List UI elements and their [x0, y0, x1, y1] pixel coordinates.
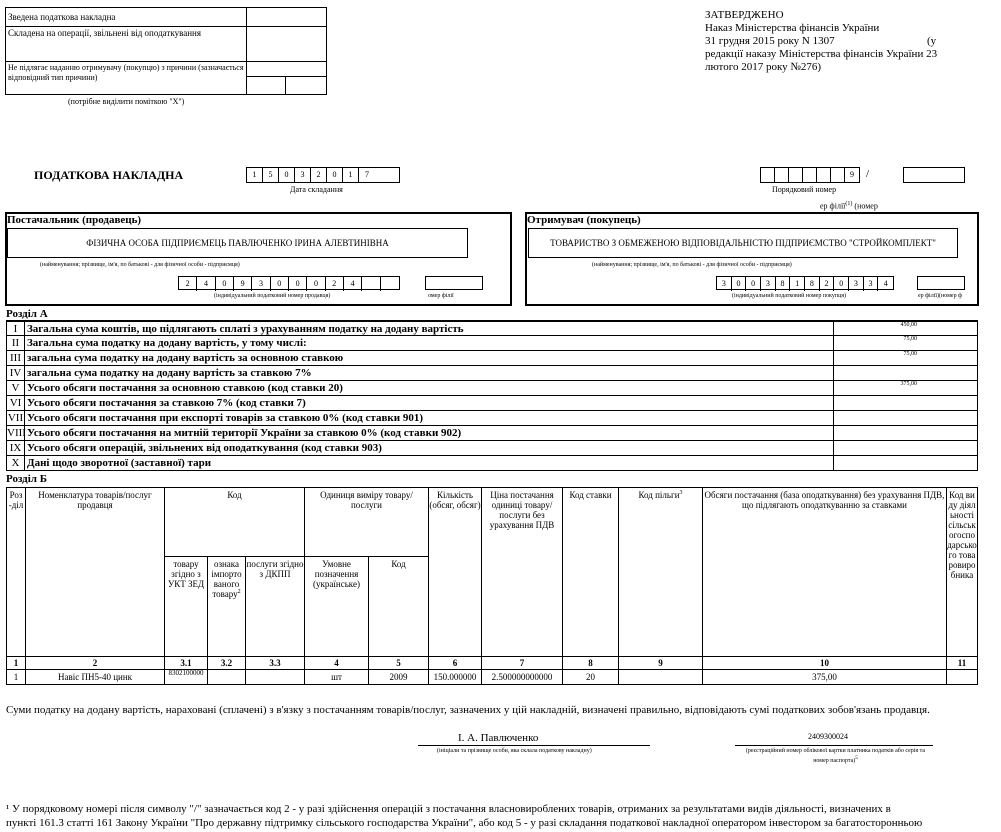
row-value-cell[interactable]	[833, 381, 977, 395]
taxid-caption: (реєстраційний номер облікової картки платника податків або серія та номер паспорта)$^5$	[745, 748, 926, 764]
taxid-value: 2409300024	[808, 732, 848, 741]
date-digit: 1	[247, 168, 263, 182]
date-digit: 0	[327, 168, 343, 182]
buyer-ipn-digit: 4	[883, 279, 888, 288]
approval-edition: редакції наказу Міністерства фінансів України 23	[705, 48, 938, 60]
mark-x-note: (потрібне виділити поміткою "Х")	[68, 97, 185, 106]
col-number: 2	[25, 656, 165, 670]
order-digit	[789, 168, 803, 182]
row-value-cell[interactable]	[833, 396, 977, 410]
order-slash: /	[866, 168, 870, 180]
item-price[interactable]: 2.500000000000	[481, 669, 563, 685]
date-digit: 2	[311, 168, 327, 182]
item-unit[interactable]: шт	[304, 669, 369, 685]
row-value-cell[interactable]	[833, 411, 977, 425]
col-header-unit-code: Код	[368, 556, 429, 657]
buyer-ipn-digit: 1	[790, 277, 805, 291]
buyer-ipn-digit: 8	[805, 277, 820, 291]
col-header-qty: Кількість (обсяг, обсяг)	[428, 487, 482, 657]
col-header-kind: Код виду діяльності сільськогосподарського товаровиробника	[946, 487, 978, 657]
row-value-cell[interactable]	[833, 322, 977, 336]
seller-ipn-digit: 0	[271, 277, 289, 291]
seller-ipn-digit: 4	[344, 277, 362, 291]
buyer-name-field[interactable]: ТОВАРИСТВО З ОБМЕЖЕНОЮ ВІДПОВІДАЛЬНІСТЮ ПІДПРИЄМСТВО "СТРОЙКОМПЛЕКТ"	[528, 228, 958, 258]
item-rate[interactable]: 20	[562, 669, 619, 685]
row-value-cell[interactable]	[833, 441, 977, 455]
buyer-ipn-digit: 3	[849, 277, 864, 291]
col-header-benefit: Код пільги$^3$	[618, 487, 703, 657]
order-number-label: Порядковий номер	[772, 185, 837, 194]
col-number: 7	[481, 656, 563, 670]
col-number: 3.3	[245, 656, 305, 670]
row-value-cell[interactable]	[833, 426, 977, 440]
signer-caption: (ініціали та прізвище особи, яка склала податкову накладну)	[437, 748, 592, 754]
seller-ipn-field[interactable]	[178, 276, 400, 290]
item-amount[interactable]: 375,00	[702, 669, 947, 685]
row-label: Загальна сума податку на додану вартість, у тому числі:	[27, 337, 307, 349]
row-value-cell[interactable]	[833, 456, 977, 470]
seller-name-caption: (найменування; прізвище, ім'я, по батькові - для фізичної особи - підприємця)	[40, 262, 240, 268]
document-title: ПОДАТКОВА НАКЛАДНА	[34, 168, 184, 182]
row-label: Усього обсяги постачання за ставкою 7% (код ставки 7)	[27, 397, 306, 409]
consolidated-invoice-label: Зведена податкова накладна	[5, 7, 247, 27]
item-number: 1	[6, 669, 26, 685]
seller-branch-field[interactable]	[425, 276, 483, 290]
approval-order: Наказ Міністерства фінансів України	[705, 22, 880, 34]
row-number: VII	[7, 412, 24, 424]
section-a-row	[6, 441, 978, 456]
seller-ipn-digit: 9	[234, 277, 252, 291]
seller-ipn-digit: 0	[307, 277, 325, 291]
seller-title: Постачальник (продавець)	[7, 214, 142, 226]
row-label: Усього обсяги постачання на митній території України за ставкою 0% (код ставки 902)	[27, 427, 462, 439]
reason-type-box-1[interactable]	[246, 76, 286, 95]
exempt-operations-checkbox[interactable]	[246, 26, 327, 62]
date-digit: 0	[279, 168, 295, 182]
col-number: 11	[946, 656, 978, 670]
item-qty[interactable]: 150.000000	[428, 669, 482, 685]
buyer-ipn-digit: 0	[746, 277, 761, 291]
date-digit: 7	[365, 170, 369, 179]
row-value: 75,00	[903, 336, 917, 342]
buyer-ipn-digit: 0	[834, 277, 849, 291]
seller-ipn-caption: (індивідуальний податковий номер продавця)	[214, 293, 331, 299]
approval-block	[705, 9, 965, 74]
footnote-line-2: пункті 161.3 статті 161 Закону України "Про державну підтримку сільського господарства України", або код 5 - у разі складання податкової накладної оператором інвестором за багатосторонньою	[6, 817, 923, 829]
seller-ipn-digit: 2	[326, 277, 344, 291]
date-digit: 5	[263, 168, 279, 182]
section-a-row	[6, 351, 978, 366]
order-digit: 9	[850, 170, 854, 179]
buyer-ipn-caption: (індивідуальний податковий номер покупця)	[732, 293, 847, 299]
col-number: 6	[428, 656, 482, 670]
order-digit	[803, 168, 817, 182]
row-number: II	[7, 336, 25, 350]
approval-edition-date: лютого 2017 року №276)	[705, 61, 822, 73]
section-a-row	[6, 336, 978, 351]
col-number: 5	[368, 656, 429, 670]
seller-name-field[interactable]: ФІЗИЧНА ОСОБА ПІДПРИЄМЕЦЬ ПАВЛЮЧЕНКО ІРИНА АЛЕВТИНІВНА	[7, 228, 468, 258]
row-number: X	[7, 456, 25, 470]
buyer-block	[525, 212, 979, 306]
exempt-operations-label: Складена на операції, звільнені від оподаткування	[5, 26, 247, 62]
branch-number-label: ер філії$^{(1)}$ (номер	[820, 201, 878, 211]
buyer-ipn-digit: 3	[864, 277, 879, 291]
row-number: IX	[7, 441, 25, 455]
row-value: 450,00	[900, 322, 917, 328]
row-number: I	[7, 322, 25, 336]
col-header-nomenclature: Номенклатура товарів/послуг продавця	[25, 487, 165, 657]
order-digit	[775, 168, 789, 182]
row-value-cell[interactable]	[833, 366, 977, 380]
seller-ipn-digit	[381, 277, 399, 291]
section-a-row	[6, 411, 978, 426]
reason-type-box-2[interactable]	[285, 76, 327, 95]
row-label: Загальна сума коштів, що підлягають сплаті з урахуванням податку на додану вартість	[27, 323, 464, 335]
seller-ipn-digit: 4	[197, 277, 215, 291]
col-number: 3.2	[207, 656, 246, 670]
approval-title: ЗАТВЕРДЖЕНО	[705, 9, 784, 21]
col-number: 9	[618, 656, 703, 670]
order-digit	[831, 168, 845, 182]
row-value: 75,00	[903, 351, 917, 357]
col-number: 8	[562, 656, 619, 670]
row-number: III	[7, 351, 25, 365]
footnote-line-1: ¹ У порядковому номері після символу "/" зазначається код 2 - у разі здійснення операцій з постачання власновироблених товарів, отриманих за результатами видів діяльності, визначених в	[6, 803, 891, 815]
col-header-unit: Одиниця виміру товару/послуги	[304, 487, 429, 557]
buyer-ipn-digit: 2	[820, 277, 835, 291]
row-number: VI	[7, 396, 25, 410]
buyer-title: Отримувач (покупець)	[527, 214, 641, 226]
approval-date: 31 грудня 2015 року N 1307 (у	[705, 35, 937, 47]
buyer-branch-field[interactable]	[917, 276, 965, 290]
signer-line	[418, 745, 650, 746]
section-a-row	[6, 456, 978, 471]
col-number: 3.1	[164, 656, 208, 670]
date-digit: 1	[343, 168, 359, 182]
row-value-cell[interactable]	[833, 351, 977, 365]
item-name[interactable]: Навіс ПН5-40 цинк	[25, 669, 165, 685]
buyer-ipn-digit: 3	[717, 277, 732, 291]
row-number: VIII	[7, 427, 26, 439]
date-digit: 3	[295, 168, 311, 182]
buyer-branch-caption: ер філії)(номер ф	[918, 293, 962, 299]
col-header-rate: Код ставки	[562, 487, 619, 657]
seller-block	[5, 212, 512, 306]
date-label: Дата складання	[290, 185, 343, 194]
item-import[interactable]	[207, 669, 246, 685]
row-label: Усього обсяги постачання за основною ставкою (код ставки 20)	[27, 382, 343, 394]
section-a-row	[6, 321, 978, 336]
item-unit-code[interactable]: 2009	[368, 669, 429, 685]
order-digit	[817, 168, 831, 182]
row-number: V	[7, 381, 25, 395]
seller-ipn-digit: 3	[252, 277, 270, 291]
item-dkpp[interactable]	[245, 669, 305, 685]
row-label: Дані щодо зворотної (заставної) тари	[27, 457, 212, 469]
col-header-uktzed: товару згідно з УКТ ЗЕД	[164, 556, 208, 657]
order-number-field[interactable]	[760, 167, 860, 183]
row-number: IV	[7, 366, 25, 380]
not-issued-checkbox[interactable]	[246, 61, 327, 77]
correctness-statement: Суми податку на додану вартість, нараховані (сплачені) з в'язку з постачанням товарів/послуг, зазначених у цій накладній, визначені правильно, відповідають сумі податкових зобов'язань продавця.	[6, 704, 930, 716]
col-header-unit-name: Умовне позначення (українське)	[304, 556, 369, 657]
col-number: 1	[6, 656, 26, 670]
col-header-import: ознака імпорто ваного товару$^2$	[207, 556, 246, 657]
row-value: 375,00	[900, 381, 917, 387]
section-a-row	[6, 381, 978, 396]
col-number: 10	[702, 656, 947, 670]
seller-ipn-digit	[362, 277, 380, 291]
taxid-line	[735, 745, 933, 746]
section-a-row	[6, 366, 978, 381]
not-issued-label: Не підлягає наданню отримувачу (покупцю) з причини (зазначається відповідний тип причини)	[5, 61, 247, 95]
section-b-title: Розділ Б	[6, 473, 47, 485]
signer-name: І. А. Павлюченко	[458, 732, 539, 744]
buyer-ipn-digit: 0	[732, 277, 747, 291]
row-value-cell[interactable]	[833, 336, 977, 350]
buyer-ipn-digit: 8	[776, 277, 791, 291]
col-header-dkpp: послуги згідно з ДКПП	[245, 556, 305, 657]
consolidated-invoice-checkbox[interactable]	[246, 7, 327, 27]
item-uktzed[interactable]: 8302100000	[164, 669, 208, 685]
row-label: Усього обсяги операцій, звільнених від оподаткування (код ставки 903)	[27, 442, 382, 454]
section-a-row	[6, 426, 978, 441]
col-header-rozdil: Роз -діл	[6, 487, 26, 657]
seller-ipn-digit: 0	[216, 277, 234, 291]
order-digit	[761, 168, 775, 182]
buyer-ipn-field[interactable]	[716, 276, 894, 290]
item-benefit[interactable]	[618, 669, 703, 685]
date-field[interactable]	[246, 167, 400, 183]
item-kind[interactable]	[946, 669, 978, 685]
order-code-field[interactable]	[903, 167, 965, 183]
seller-ipn-digit: 2	[179, 277, 197, 291]
seller-ipn-digit: 0	[289, 277, 307, 291]
buyer-name-caption: (найменування; прізвище, ім'я, по батькові - для фізичної особи - підприємця)	[592, 262, 792, 268]
row-label: загальна сума податку на додану вартість за основною ставкою	[27, 352, 344, 364]
buyer-ipn-digit: 3	[761, 277, 776, 291]
row-label: Усього обсяги постачання при експорті товарів за ставкою 0% (код ставки 901)	[27, 412, 423, 424]
row-label: загальна сума податку на додану вартість за ставкою 7%	[27, 367, 312, 379]
seller-branch-caption: омер філії	[428, 293, 454, 299]
col-header-amount: Обсяги постачання (база оподаткування) без урахування ПДВ, що підлягають оподаткуванню за ставками	[702, 487, 947, 657]
section-a-row	[6, 396, 978, 411]
section-a-title: Розділ А	[6, 308, 48, 320]
col-header-code: Код	[164, 487, 305, 557]
col-number: 4	[304, 656, 369, 670]
col-header-price: Ціна постачання одиниці товару/ послуги без урахування ПДВ	[481, 487, 563, 657]
